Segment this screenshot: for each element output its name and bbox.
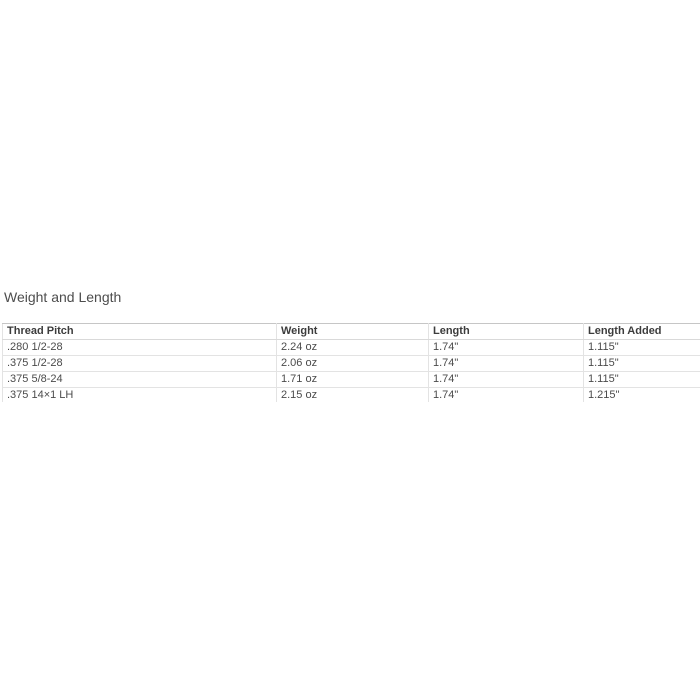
- column-header-length: Length: [429, 324, 584, 340]
- cell-length: 1.74": [429, 372, 584, 388]
- specs-table: [2, 323, 700, 402]
- specs-table-container: [2, 323, 700, 402]
- cell-length: 1.74": [429, 388, 584, 403]
- cell-thread-pitch: .375 14×1 LH: [3, 388, 277, 403]
- cell-weight: 2.24 oz: [277, 340, 429, 356]
- section-title: Weight and Length: [4, 289, 122, 305]
- table-header-row: [3, 324, 700, 340]
- table-row: [3, 340, 700, 356]
- cell-length-added: 1.115": [584, 372, 700, 388]
- column-header-thread-pitch: Thread Pitch: [3, 324, 277, 340]
- cell-length-added: 1.215": [584, 388, 700, 403]
- cell-thread-pitch: .375 1/2-28: [3, 356, 277, 372]
- cell-thread-pitch: .375 5/8-24: [3, 372, 277, 388]
- cell-thread-pitch: .280 1/2-28: [3, 340, 277, 356]
- cell-weight: 2.15 oz: [277, 388, 429, 403]
- column-header-weight: Weight: [277, 324, 429, 340]
- cell-length: 1.74": [429, 356, 584, 372]
- cell-length: 1.74": [429, 340, 584, 356]
- column-header-length-added: Length Added: [584, 324, 700, 340]
- cell-weight: 1.71 oz: [277, 372, 429, 388]
- cell-length-added: 1.115": [584, 356, 700, 372]
- table-row: [3, 356, 700, 372]
- cell-weight: 2.06 oz: [277, 356, 429, 372]
- table-row: [3, 388, 700, 403]
- cell-length-added: 1.115": [584, 340, 700, 356]
- table-row: [3, 372, 700, 388]
